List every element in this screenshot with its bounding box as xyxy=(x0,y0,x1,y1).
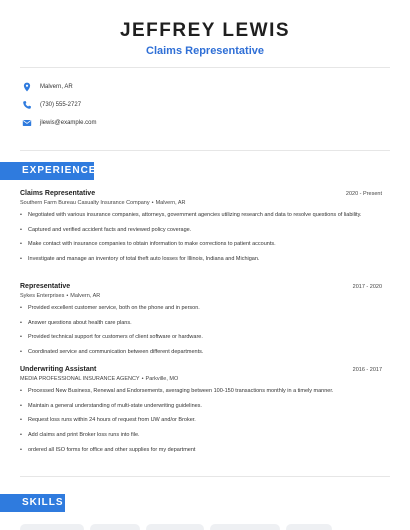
contact-list xyxy=(0,68,410,132)
contact-phone-text: (730) 555-2727 xyxy=(40,102,82,108)
list-item: • Negotiated with various insurance companies, attorneys, government agencies utilizing research and data to resolve questions of liability. xyxy=(20,212,382,219)
list-item: • Add claims and print Broker loss runs into file. xyxy=(20,432,382,439)
skills-section-heading: SKILLS xyxy=(0,494,65,512)
job-dates: 2016 - 2017 xyxy=(352,367,382,373)
list-item: • Provided excellent customer service, both on the phone and in person. xyxy=(20,305,382,312)
experience-divider xyxy=(20,476,390,477)
skill-chip xyxy=(210,524,280,530)
job-bullets xyxy=(20,388,382,454)
separator: • xyxy=(141,376,144,382)
list-item: • Provided technical support for customers of client software or hardware. xyxy=(20,334,382,341)
list-item: • Make contact with insurance companies to obtain information to make corrections to patient accounts. xyxy=(20,241,382,248)
skill-chip xyxy=(146,524,204,530)
list-item: • Coordinated service and communication between different departments. xyxy=(20,349,382,356)
separator: • xyxy=(151,200,154,206)
contact-email[interactable] xyxy=(22,114,410,132)
list-item: • Processed New Business, Renewal and Endorsements, averaging between 100-150 transactions monthly in a timely manner. xyxy=(20,388,382,395)
location-pin-icon xyxy=(22,82,32,92)
list-item: • Investigate and manage an inventory of total theft auto losses for Illinois, Indiana and Michigan. xyxy=(20,256,382,263)
list-item: • ordered all ISO forms for office and other supplies for my department xyxy=(20,447,382,454)
skill-chip xyxy=(286,524,332,530)
contacts-divider xyxy=(20,150,390,151)
contact-email-text[interactable]: jlewis@example.com xyxy=(40,120,97,126)
contact-location xyxy=(22,78,410,96)
job-company-line xyxy=(20,200,382,206)
list-item: • Maintain a general understanding of multi-state underwriting guidelines. xyxy=(20,403,382,410)
job-dates: 2020 - Present xyxy=(345,191,382,197)
experience-section-heading: EXPERIENCE xyxy=(0,162,94,180)
job-bullets xyxy=(20,212,382,263)
resume-header xyxy=(0,0,410,57)
job-title: Claims Representative xyxy=(20,190,96,197)
job-company: Southern Farm Bureau Casualty Insurance Company xyxy=(20,200,150,206)
skill-chip xyxy=(90,524,140,530)
envelope-icon xyxy=(22,118,32,128)
job-location: Parkville, MO xyxy=(145,376,179,382)
job-company-line xyxy=(20,376,382,382)
contact-location-text: Malvern, AR xyxy=(40,84,73,90)
separator: • xyxy=(66,293,69,299)
job-company: MEDIA PROFESSIONAL INSURANCE AGENCY xyxy=(20,376,140,382)
job-entry xyxy=(20,283,382,364)
job-bullets xyxy=(20,305,382,356)
skills-chip-row xyxy=(20,524,332,530)
job-entry xyxy=(20,190,382,271)
job-location: Malvern, AR xyxy=(70,293,101,299)
job-dates: 2017 - 2020 xyxy=(352,284,382,290)
skill-chip xyxy=(20,524,84,530)
applicant-name: JEFFREY LEWIS xyxy=(119,20,291,41)
list-item: • Answer questions about health care plans. xyxy=(20,320,382,327)
list-item: • Request loss runs within 24 hours of request from UW and/or Broker. xyxy=(20,417,382,424)
list-item: • Captured and verified accident facts and reviewed policy coverage. xyxy=(20,227,382,234)
job-company: Sykes Enterprises xyxy=(20,293,65,299)
job-title: Representative xyxy=(20,283,71,290)
contact-phone xyxy=(22,96,410,114)
phone-icon xyxy=(22,100,32,110)
applicant-title: Claims Representative xyxy=(146,45,264,57)
job-title: Underwriting Assistant xyxy=(20,366,97,373)
job-entry xyxy=(20,366,382,462)
job-company-line xyxy=(20,293,382,299)
job-location: Malvern, AR xyxy=(155,200,186,206)
